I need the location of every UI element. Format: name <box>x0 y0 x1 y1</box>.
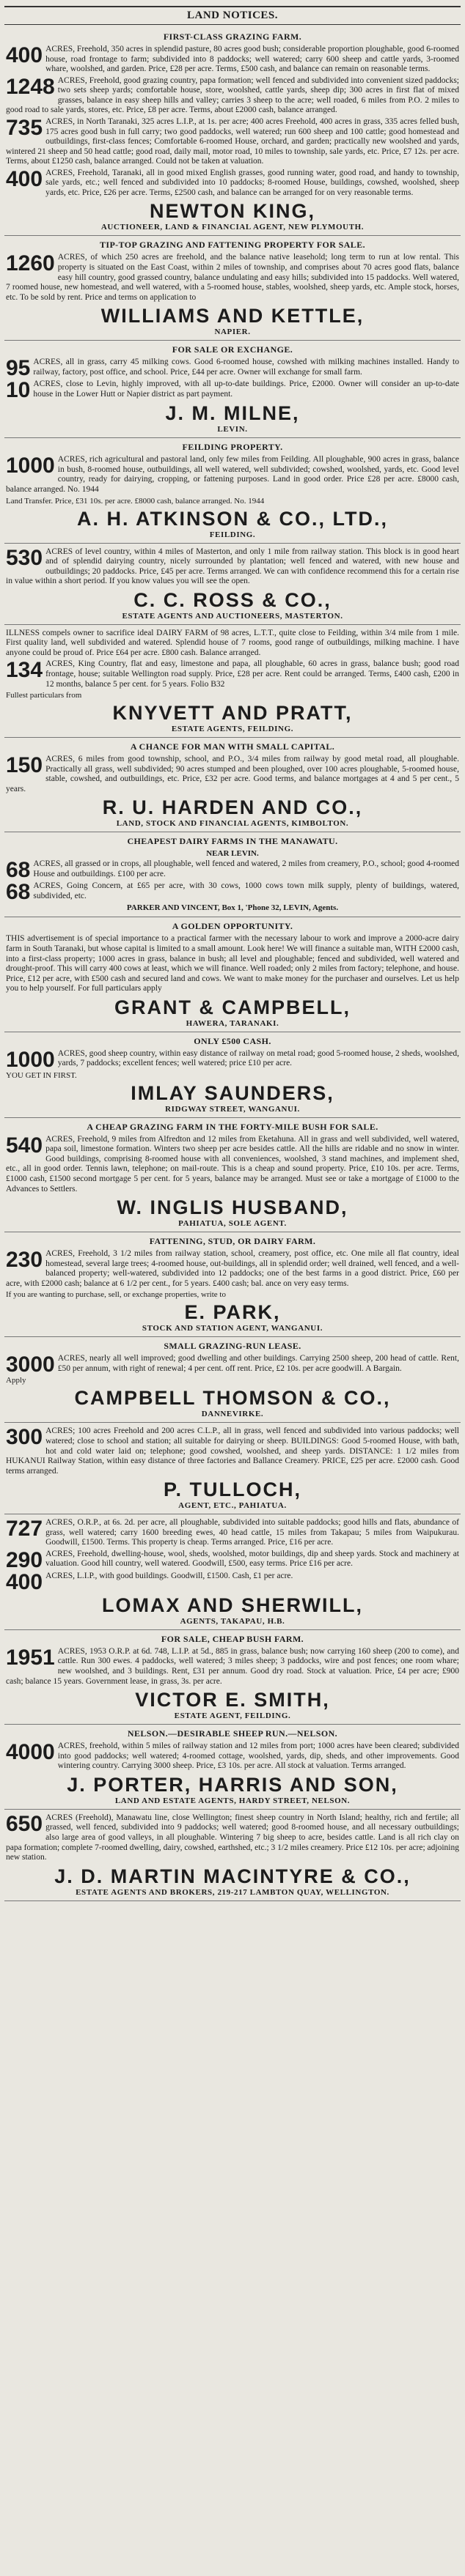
acreage-number: 95 <box>6 356 31 381</box>
ad-heading: NELSON.—DESIRABLE SHEEP RUN.—NELSON. <box>127 1728 338 1739</box>
listing-entry <box>6 117 459 167</box>
land-ad <box>4 438 461 543</box>
ad-footnote: Apply <box>6 1376 26 1385</box>
listing-text: ACRES, in North Taranaki, 325 acres L.I.P., at 1s. per acre; 400 acres Freehold, 400 acres in grass, 335 acres felled bush, 175 acres good bush in full carry; two good paddocks, well watered; run 600 sheep and 100 cattle; good homestead and outbuildings, first-class fences; Comfortable 6-roomed House, orchard, and garden; practically new woolshed and yards, wintered 21 sheep and 50 head cattle; good road, daily mail, motor road, 10 miles to township, sale yards, etc. Price, £7 12s. per acre. Terms, about £1250 cash, balance arranged. Could not be taken at valuation. <box>6 116 459 166</box>
newspaper-page <box>4 0 461 1901</box>
agent-name: J. D. MARTIN MACINTYRE & CO., <box>54 1865 411 1887</box>
land-ad <box>4 1423 461 1514</box>
ad-heading: FATTENING, STUD, OR DAIRY FARM. <box>149 1236 316 1247</box>
listing-entry <box>6 356 459 381</box>
acreage-number: 290 <box>6 1547 43 1572</box>
ad-heading: ONLY £500 CASH. <box>194 1035 271 1046</box>
listing-text: ILLNESS compels owner to sacrifice ideal DAIRY FARM of 98 acres, L.T.T., quite close to Feilding, within 3/4 mile from 1 mile. First quality land, well subdivided and watered. Splendid house of 7 rooms, good range of outbuildings, milking machine. I have anyone could be proud of. Price £64 per acre. £800 cash. Balance arranged. <box>6 628 459 657</box>
acreage-number: 1000 <box>6 1047 55 1072</box>
acreage-number: 1260 <box>6 251 55 276</box>
listing-text: ACRES, rich agricultural and pastoral land, only few miles from Feilding. All ploughable, 900 acres in grass, balance in bush, 8-roomed house, outbuildings, all well watered, well subdivided; cowshed, woolshed, yards, etc. Good level country, ready for dairying, cropping, or fattening purposes. Land in good order. Price £28 per acre. £8000 cash, balance arranged. No. 1944 <box>6 455 459 494</box>
ad-heading: TIP-TOP GRAZING AND FATTENING PROPERTY FOR SALE. <box>99 240 366 251</box>
land-ad <box>4 1118 461 1232</box>
agent-address: HAWERA, TARANAKI. <box>186 1018 279 1028</box>
listing-entry <box>6 1569 459 1594</box>
acreage-number: 134 <box>6 658 43 683</box>
acreage-number: 300 <box>6 1425 43 1450</box>
listing-entry <box>6 455 459 495</box>
ad-heading: A CHEAP GRAZING FARM IN THE FORTY-MILE BUSH FOR SALE. <box>87 1121 378 1132</box>
listing-entry <box>6 934 459 993</box>
listing-text: ACRES, Freehold, 350 acres in splendid pasture, 80 acres good bush; considerable proportion ploughable, good 6-roomed house, road frontage to farm; subdivided into 8 paddocks; well watered; carry 600 sheep and cattle yards, 3-roomed whare, woolshed, and garden. Price, £28 per acre. Terms, £500 cash, and balance can remain on reasonable terms. <box>45 45 459 74</box>
agent-name: CAMPBELL THOMSON & CO., <box>74 1387 391 1410</box>
agent-address: AGENTS, TAKAPAU, H.B. <box>180 1616 285 1626</box>
listing-entry <box>6 76 459 116</box>
ad-heading: CHEAPEST DAIRY FARMS IN THE MANAWATU. <box>127 836 338 847</box>
acreage-number: 735 <box>6 115 43 140</box>
listing-entry <box>6 1647 459 1687</box>
acreage-number: 230 <box>6 1248 43 1273</box>
acreage-number: 400 <box>6 166 43 191</box>
agent-name: R. U. HARDEN AND CO., <box>102 796 363 819</box>
ad-subheading: NEAR LEVIN. <box>206 849 259 859</box>
listing-text: ACRES, all in grass, carry 45 milking cows. Good 6-roomed house, cowshed with milking machines installed. Handy to railway, factory, post office, and school. Price, £44 per acre. Owner will exchange for small farm. <box>33 358 459 377</box>
ads-column <box>4 28 461 1901</box>
agent-name: W. INGLIS HUSBAND, <box>117 1196 348 1219</box>
listing-text: ACRES, 1953 O.R.P. at 6d. 748, L.I.P. at 5d., 885 in grass, balance bush; now carrying 160 sheep (200 to come), and cattle. Run 300 ewes. 4 paddocks, well watered; 3 miles sheep; 3 paddocks, wire and post fences; one room whare; new woolshed, and 3 buildings. Rent, £31 per annum. Good dry road. Stock at valuation. Price, £4 per acre; £900 cash; balance 15 years. Government lease, in grass, 3s. per acre. <box>6 1646 459 1686</box>
listing-text: ACRES, L.I.P., with good buildings. Goodwill, £1500. Cash, £1 per acre. <box>45 1571 293 1580</box>
listing-entry <box>6 166 459 199</box>
listing-entry <box>6 1135 459 1194</box>
ad-heading: SMALL GRAZING-RUN LEASE. <box>164 1341 301 1352</box>
agent-name: E. PARK, <box>184 1301 281 1324</box>
listing-text: ACRES, O.R.P., at 6s. 2d. per acre, all ploughable, subdivided into suitable paddocks; good hills and flats, abundance of grass, well watered; carry 1600 breeding ewes, 40 head cattle, 15 miles from Takapau; 5 miles from Waipukurau. Goodwill, £1500. Terms. This property is cheap. Terms arranged. Price, £16 per acre. <box>45 1518 459 1547</box>
ad-heading: A GOLDEN OPPORTUNITY. <box>172 921 293 932</box>
agent-name: P. TULLOCH, <box>163 1478 301 1501</box>
listing-text: ACRES, Freehold, 3 1/2 miles from railway station, school, creamery, post office, etc. One mile all flat country, ideal homestead, several large trees; 4-roomed house, out-buildings, all in splendid order; well drained, well fenced, and a well-balanced property; well-watered, subdivided into 12 paddocks; one of the best farms in a good district. Price, £60 per acre, with £2000 cash; balance at 6 1/2 per cent., for 5 years. £400 cash; bal. ance on very easy terms. <box>6 1249 459 1288</box>
listing-text: ACRES, King Country, flat and easy, limestone and papa, all ploughable, 60 acres in grass, balance bush; good road frontage, house; suitable Wellington road supply. Price, £28 per acre. Rent could be arranged. Terms, £400 cash, £200 in 12 months, balance 5 per cent. for 5 years. Folio B32 <box>45 659 459 689</box>
acreage-number: 1248 <box>6 74 55 99</box>
acreage-number: 727 <box>6 1517 43 1541</box>
ad-heading: FEILDING PROPERTY. <box>182 442 283 453</box>
agent-name: GRANT & CAMPBELL, <box>114 996 351 1018</box>
agent-address: DANNEVIRKE. <box>201 1410 264 1419</box>
land-ad <box>4 1232 461 1337</box>
land-ad <box>4 341 461 438</box>
agent-name: NEWTON KING, <box>150 200 315 223</box>
ad-heading: FOR SALE OR EXCHANGE. <box>172 344 293 355</box>
land-ad <box>4 236 461 341</box>
land-ad <box>4 544 461 625</box>
section-title: LAND NOTICES. <box>4 6 461 25</box>
acreage-number: 4000 <box>6 1740 55 1765</box>
agent-name: IMLAY SAUNDERS, <box>131 1081 334 1104</box>
acreage-number: 10 <box>6 378 31 403</box>
listing-text: ACRES, of which 250 acres are freehold, and the balance native leasehold; long term to run at low rental. This property is situated on the East Coast, within 2 miles of township, and comprises about 70 acres good flats, balance easy hill country, good grassed country, balance undulating and easy hills; subdivided into 15 paddocks. Well watered, 7 roomed house, new homestead, and well watered, with a 5-roomed house, stables, woolshed, sheep yards, etc. Ample stock, horses, etc. To be sold by rent. Price and terms on application to <box>6 253 459 302</box>
listing-text: ACRES, nearly all well improved; good dwelling and other buildings. Carrying 2500 sheep, 200 head of cattle. Rent, £50 per annum, with right of renewal; 4 per cent. off rent. Price, £2 10s. per acre goodwill. A Bargain. <box>57 1354 459 1373</box>
acreage-number: 1000 <box>6 454 55 478</box>
land-ad <box>4 1514 461 1630</box>
listing-text: ACRES, freehold, within 5 miles of railway station and 12 miles from port; 1000 acres have been cleared; subdivided into good paddocks; well watered; 4-roomed cottage, woolshed, yards, dip, sheds, and other improvements. Good wintering country. Carrying 3000 sheep. Price, £3 10s. per acre. All stock at valuation. Terms arranged. <box>57 1742 459 1771</box>
listing-entry <box>6 1742 459 1772</box>
acreage-number: 68 <box>6 858 31 883</box>
listing-text: ACRES (Freehold), Manawatu line, close Wellington; finest sheep country in North Island; healthy, rich and fertile; all grassed, well fenced, subdivided into 9 paddocks; well watered; good 8-roomed house, and all necessary outbuildings; also large area of good valleys, in all ploughable. Wintering 7 big sheep to acre, besides cattle. Land is all rich clay on papa formation; complete 7-roomed dwelling, dairy, cowshed, earthshed, etc.; 3 1/2 miles creamery. Price £12 10s. per acre; adjoining new station. <box>6 1813 459 1862</box>
land-ad <box>4 738 461 832</box>
agent-address: ESTATE AGENTS, FEILDING. <box>171 725 294 734</box>
ad-footnote: Land Transfer. Price, £31 10s. per acre. £8000 cash, balance arranged. No. 1944 <box>6 496 265 506</box>
agent-address: LAND AND ESTATE AGENTS, HARDY STREET, NELSON. <box>114 1796 351 1805</box>
listing-text: ACRES, close to Levin, highly improved, with all up-to-date buildings. Price, £2000. Owner will consider an up-to-date house in the Lower Hutt or Napier district as part payment. <box>33 380 459 399</box>
listing-entry <box>6 1049 459 1070</box>
agent-address: LAND, STOCK AND FINANCIAL AGENTS, KIMBOLTON. <box>116 819 349 829</box>
ad-heading: FIRST-CLASS GRAZING FARM. <box>163 32 302 42</box>
listing-text: ACRES, Going Concern, at £65 per acre, with 30 cows, 1000 cows town milk supply, plenty of buildings, watered, subdivided, etc. <box>33 881 459 900</box>
listing-text: ACRES, Freehold, good grazing country, papa formation; well fenced and subdivided into convenient sized paddocks; two sets sheep yards; comfortable house, store, woolshed, cattle yards, sheep dip; 300 acres in first flat of mixed grasses, balance in easy sheep hills and valley; carries 3 sheep to the acre; well roaded, 6 miles from P.O. 2 miles to good road to sale yards, stores, etc. Price, £8 per acre. Terms, about £2000 cash, balance arranged. <box>6 75 459 115</box>
land-ad <box>4 832 461 917</box>
agent-name: LOMAX AND SHERWILL, <box>102 1594 363 1616</box>
acreage-number: 1951 <box>6 1645 55 1670</box>
listing-entry <box>6 253 459 303</box>
ad-heading: FOR SALE, CHEAP BUSH FARM. <box>161 1633 304 1644</box>
listing-text: ACRES, good sheep country, within easy distance of railway on metal road; good 5-roomed house, 2 sheds, woolshed, yards, 7 paddocks; excellent fences; well watered; price £10 per acre. <box>57 1048 459 1068</box>
listing-text: ACRES, all grassed or in crops, all ploughable, well fenced and watered, 2 miles from creamery, P.O., school; good 4-roomed House and outbuildings. £100 per acre. <box>33 859 459 878</box>
land-ad <box>4 1032 461 1118</box>
agent-address: LEVIN. <box>217 425 248 434</box>
acreage-number: 650 <box>6 1811 43 1836</box>
agent-address: ESTATE AGENTS AND AUCTIONEERS, MASTERTON. <box>122 611 343 621</box>
listing-entry <box>6 659 459 689</box>
agent-address: PAHIATUA, SOLE AGENT. <box>178 1219 287 1229</box>
listing-entry <box>6 858 459 883</box>
ad-footnote: YOU GET IN FIRST. <box>6 1070 77 1080</box>
ad-footnote: Fullest particulars from <box>6 691 82 700</box>
listing-entry <box>6 1249 459 1289</box>
acreage-number: 400 <box>6 43 43 67</box>
land-ad <box>4 1337 461 1423</box>
listing-entry <box>6 1426 459 1476</box>
listing-entry <box>6 45 459 75</box>
listing-text: ACRES, Freehold, Taranaki, all in good mixed English grasses, good running water, good road, and handy to township, sale yards, etc.; well fenced and subdivided into 10 paddocks; 8-roomed House, buildings, cowshed, woolshed, sheep yards, etc. Price, £26 per acre. Terms, £2500 cash, and balance can be arranged for on very reasonable terms. <box>45 168 459 197</box>
listing-entry <box>6 1352 459 1377</box>
agent-address: RIDGWAY STREET, WANGANUI. <box>165 1104 300 1114</box>
agent-name: KNYVETT AND PRATT, <box>112 702 353 725</box>
agent-address: AGENT, ETC., PAHIATUA. <box>178 1501 287 1511</box>
listing-entry <box>6 378 459 403</box>
agent-address: FEILDING. <box>209 530 256 539</box>
listing-text: ACRES, Freehold, 9 miles from Alfredton and 12 miles from Eketahuna. All in grass and well subdivided, well watered, papa soil, limestone formation. Winters two sheep per acre besides cattle. All the hills are ridable and no snow in winter. Good buildings, comprising 8-roomed house with all conveniences, woolshed, 3 stand machines, and implement shed, etc., all in good order. Tennis lawn, telephone; on mail-route. This is a cheap and sound property. Price, £10 10s. per acre. Terms, £1000 cash, £1500 second mortgage 5 per cent. for 5 years, balance may be arranged. Must see or take a mortgage of £1000 to the Advances to Settlers. <box>6 1134 459 1193</box>
agent-address: ESTATE AGENT, FEILDING. <box>174 1711 291 1721</box>
listing-entry <box>6 547 459 587</box>
land-ad <box>4 917 461 1032</box>
listing-text: THIS advertisement is of special importance to a practical farmer with the necessary labour to work and improve a 2000-acre dairy farm in South Taranaki, but whose capital is limited to a small amount. Look here! We will finance a suitable man, WITH £2000 cash, into a first-class property; 1000 acres in grass, balance in bush; all level and ploughable; fenced and subdivided, well watered and drought-proof. This will carry 400 cows at least, which we will finance. Well roaded; only 2 miles from factory; telephone, and house. Price, £12 per acre, with £500 cash and secured land and cows. We want to make money for the purchaser and ourselves. Let us help you to help yourself. For full particulars apply <box>6 934 459 993</box>
listing-entry <box>6 880 459 905</box>
acreage-number: 68 <box>6 880 31 905</box>
agent-name: VICTOR E. SMITH, <box>135 1689 330 1711</box>
acreage-number: 3000 <box>6 1352 55 1377</box>
agent-name: C. C. ROSS & CO., <box>133 588 332 611</box>
ad-heading: A CHANCE FOR MAN WITH SMALL CAPITAL. <box>130 741 335 752</box>
land-ad <box>4 28 461 236</box>
agent-address: ESTATE AGENTS AND BROKERS, 219-217 LAMBTON QUAY, WELLINGTON. <box>76 1887 389 1897</box>
land-ad <box>4 1725 461 1810</box>
land-ad <box>4 1630 461 1725</box>
acreage-number: 150 <box>6 753 43 778</box>
listing-entry <box>6 1518 459 1548</box>
agent-name: WILLIAMS AND KETTLE, <box>100 305 365 327</box>
agent-address: AUCTIONEER, LAND & FINANCIAL AGENT, NEW PLYMOUTH. <box>100 223 365 232</box>
listing-text: ACRES, Freehold, dwelling-house, wool, sheds, woolshed, motor buildings, dip and sheep yards. Stock and machinery at valuation. Good hill country, well watered. Goodwill, £500, easy terms. Price £16 per acre. <box>45 1549 459 1569</box>
listing-text: ACRES of level country, within 4 miles of Masterton, and only 1 mile from railway station. This block is in good heart and of splendid dairying country, nicely surrounded by plantation; well fenced and watered, with new house and outbuildings; 20 paddocks. Price, £45 per acre. Terms arranged. We can with confidence recommend this for a certain rise in value within a short period. If you know values you will see the open. <box>6 547 459 586</box>
listing-entry <box>6 755 459 794</box>
agent-name: A. H. ATKINSON & CO., LTD., <box>77 507 388 530</box>
agent-address: STOCK AND STATION AGENT, WANGANUI. <box>142 1324 323 1333</box>
acreage-number: 530 <box>6 545 43 570</box>
agent-name: J. PORTER, HARRIS AND SON, <box>67 1773 398 1796</box>
agent-line: PARKER AND VINCENT, Box 1, 'Phone 32, LEVIN, Agents. <box>126 903 339 913</box>
listing-entry <box>6 1813 459 1863</box>
listing-entry <box>6 629 459 659</box>
agent-address: NAPIER. <box>214 327 251 337</box>
land-ad <box>4 625 461 738</box>
listing-text: ACRES; 100 acres Freehold and 200 acres C.L.P., all in grass, well fenced and subdivided into various paddocks; well watered; close to school and station; all suitable for dairying or sheep. BUILDINGS: Good 5-roomed House, with bath, hot and cold water laid on; telephone; good cowshed, woolshed, and sheep yards. DISTANCE: 1 1/2 miles from HUKANUI Railway Station, within easy distance of three factories and Ballance Creamery. PRICE, £25 per acre. £2000 cash. Good terms arranged. <box>6 1426 459 1476</box>
ad-footnote: If you are wanting to purchase, sell, or exchange properties, write to <box>6 1290 226 1300</box>
listing-text: ACRES, 6 miles from good township, school, and P.O., 3/4 miles from railway by good metal road, all ploughable. Practically all grass, well subdivided; 90 acres stumped and been ploughed, over 100 acres ploughable, 5-roomed house, stable, cowshed, and outbuildings, etc. Price, £32 per acre. Good terms, and balance mortgages at 4 and 5 per cent., 5 years. <box>6 755 459 793</box>
acreage-number: 400 <box>6 1569 43 1594</box>
land-ad <box>4 1810 461 1901</box>
acreage-number: 540 <box>6 1133 43 1158</box>
agent-name: J. M. MILNE, <box>165 402 300 425</box>
listing-entry <box>6 1547 459 1572</box>
